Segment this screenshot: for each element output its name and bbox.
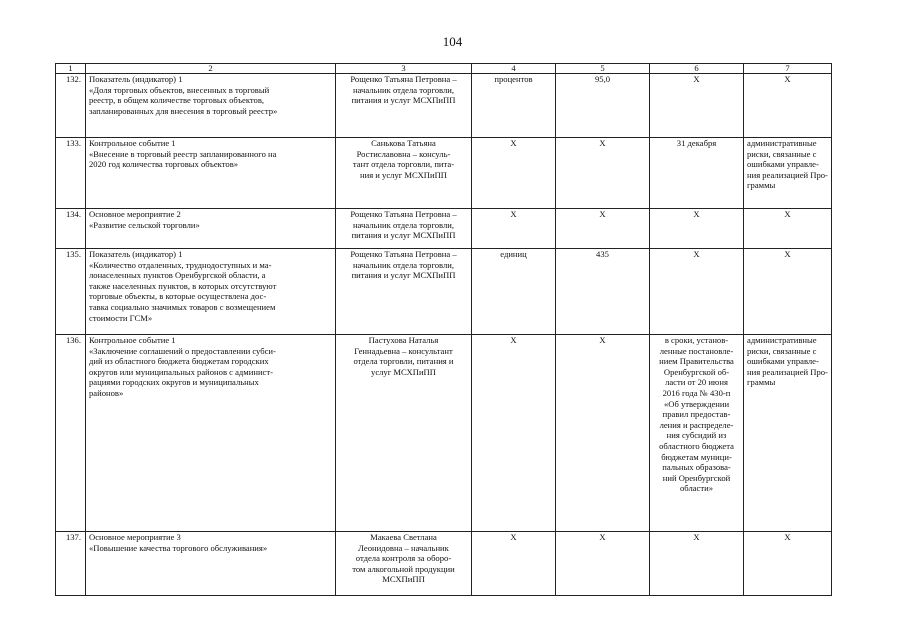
cell-text-line: Контрольное событие 1 [89,335,176,345]
unit-cell: Х [472,532,556,596]
row-number: 133. [56,138,86,209]
value-cell: Х [556,335,650,532]
cell-text-line: правил предостав- [662,409,731,420]
cell-text-line: рациями городских округов и муниципальных [89,377,259,388]
term-cell [650,532,744,596]
column-header: 3 [336,64,472,74]
cell-text-line: ления и распределе- [659,419,734,430]
value-cell: Х [556,209,650,249]
risk-cell [744,532,832,596]
cell-text-line: реестр, в общем количестве торговых объектов, [89,95,265,106]
cell-text-line: Х [784,74,791,84]
cell-text-line: «Количество отдаленных, труднодоступных и ма- [89,259,272,270]
cell-text-line: Леонидовна – начальник [358,542,449,553]
cell-text-line: Х [693,209,700,219]
cell-text-line: ния реализацией Про- [747,169,828,180]
cell-text-line: тант отдела торговли, пита- [352,159,455,170]
responsible-cell [336,209,472,249]
risk-cell [744,249,832,335]
cell-text-line: Рощенко Татьяна Петровна – [350,249,457,259]
cell-text-line: том алкогольной продукции [352,563,455,574]
column-number-row [56,64,832,74]
unit-cell: Х [472,138,556,209]
cell-text-line: 2020 год количества торговых объектов» [89,159,239,170]
row-number: 132. [56,74,86,138]
risk-cell [744,138,832,209]
cell-text-line: 2016 года № 430-п [662,387,731,398]
cell-text-line: области» [679,483,714,494]
cell-text-line: стоимости ГСМ» [89,312,153,323]
cell-text-line: бюджетам муници- [661,451,732,462]
table-row [56,209,832,249]
value-cell: Х [556,138,650,209]
cell-text-line: риски, связанные с [747,148,817,159]
value-cell: Х [556,532,650,596]
cell-text-line: «Повышение качества торгового обслуживания» [89,542,268,553]
cell-text-line: Х [693,532,700,542]
column-header: 7 [744,64,832,74]
table-row [56,74,832,138]
unit-cell: процентов [472,74,556,138]
cell-text-line: Х [784,209,791,219]
value-cell: 435 [556,249,650,335]
cell-text-line: торговые объекты, в которые осуществлена дос- [89,291,267,302]
risk-cell [744,74,832,138]
cell-text-line: граммы [747,180,776,191]
unit-cell: Х [472,335,556,532]
unit-cell: Х [472,209,556,249]
cell-text-line: тавка социально значимых товаров с возмещением [89,301,276,312]
cell-text-line: лонаселенных пунктов Оренбургской области, а [89,270,266,281]
cell-text-line: Оренбургской об- [663,366,730,377]
column-header: 4 [472,64,556,74]
responsible-cell [336,249,472,335]
cell-text-line: МСХПиПП [382,574,425,585]
cell-text-line: отдела контроля за оборо- [355,553,452,564]
risk-cell [744,209,832,249]
cell-text-line: ния реализацией Про- [747,366,828,377]
cell-text-line: ния и услуг МСХПиПП [360,169,447,180]
cell-text-line: пальных образова- [662,462,731,473]
cell-text-line: запланированных для внесения в торговый реестр» [89,105,278,116]
responsible-cell [336,138,472,209]
cell-text-line: начальник отдела торговли, [352,259,455,270]
table-row [56,335,832,532]
cell-text-line: Х [693,249,700,259]
cell-text-line: Рощенко Татьяна Петровна – [350,74,457,84]
cell-text-line: ошибками управле- [747,159,819,170]
cell-text-line: начальник отдела торговли, [352,219,455,230]
row-number: 136. [56,335,86,532]
page-number: 104 [442,34,463,49]
cell-text-line: питания и услуг МСХПиПП [351,95,456,106]
cell-text-line: «Внесение в торговый реестр запланированного на [89,148,277,159]
cell-text-line: «Развитие сельской торговли» [89,219,200,230]
cell-text-line: Рощенко Татьяна Петровна – [350,209,457,219]
cell-text-line: питания и услуг МСХПиПП [351,230,456,241]
table-row [56,249,832,335]
value-cell: 95,0 [556,74,650,138]
cell-text-line: «Заключение соглашений о предоставлении субси- [89,345,276,356]
cell-text-line: областного бюджета [659,440,734,451]
activity-cell [86,335,336,532]
activity-cell [86,532,336,596]
column-header: 2 [86,64,336,74]
cell-text-line: Санькова Татьяна [371,138,436,148]
cell-text-line: Показатель (индикатор) 1 [89,74,183,84]
cell-text-line: также населенных пунктов, в которых отсутствуют [89,280,277,291]
column-header: 5 [556,64,650,74]
responsible-cell [336,74,472,138]
cell-text-line: граммы [747,377,776,388]
activity-cell [86,74,336,138]
cell-text-line: отдела торговли, питания и [353,356,454,367]
cell-text-line: услуг МСХПиПП [371,366,436,377]
cell-text-line: дий из областного бюджета бюджетам городских [89,356,269,367]
cell-text-line: административные [747,335,817,345]
cell-text-line: Х [784,249,791,259]
cell-text-line: ласти от 20 июня [665,377,728,388]
cell-text-line: административные [747,138,817,148]
cell-text-line: Х [784,532,791,542]
cell-text-line: 31 декабря [676,138,717,148]
column-header: 6 [650,64,744,74]
cell-text-line: Ростиславовна – консуль- [356,148,451,159]
term-cell [650,335,744,532]
cell-text-line: Основное мероприятие 3 [89,532,181,542]
row-number: 135. [56,249,86,335]
row-number: 137. [56,532,86,596]
cell-text-line: Х [693,74,700,84]
risk-cell [744,335,832,532]
cell-text-line: «Доля торговых объектов, внесенных в торговый [89,84,270,95]
cell-text-line: начальник отдела торговли, [352,84,455,95]
unit-cell: единиц [472,249,556,335]
cell-text-line: ленные постановле- [659,345,734,356]
cell-text-line: в сроки, установ- [664,335,729,345]
cell-text-line: Пастухова Наталья [368,335,439,345]
cell-text-line: риски, связанные с [747,345,817,356]
activity-cell [86,138,336,209]
term-cell [650,74,744,138]
cell-text-line: ний Оренбургской [662,472,731,483]
row-number: 134. [56,209,86,249]
cell-text-line: ния субсидий из [666,430,727,441]
table-row [56,532,832,596]
activity-cell [86,249,336,335]
responsible-cell [336,335,472,532]
activity-cell [86,209,336,249]
program-table [55,63,832,596]
column-header: 1 [56,64,86,74]
cell-text-line: «Об утверждении [663,398,730,409]
cell-text-line: нием Правительства [659,356,734,367]
responsible-cell [336,532,472,596]
term-cell [650,138,744,209]
cell-text-line: Контрольное событие 1 [89,138,176,148]
cell-text-line: Макаева Светлана [370,532,437,542]
table-row [56,138,832,209]
cell-text-line: Геннадьевна – консультант [354,345,453,356]
term-cell [650,249,744,335]
cell-text-line: Показатель (индикатор) 1 [89,249,183,259]
cell-text-line: питания и услуг МСХПиПП [351,270,456,281]
cell-text-line: Основное мероприятие 2 [89,209,181,219]
cell-text-line: округов или муниципальных районов с админист- [89,366,273,377]
cell-text-line: ошибками управле- [747,356,819,367]
cell-text-line: районов» [89,387,124,398]
term-cell [650,209,744,249]
